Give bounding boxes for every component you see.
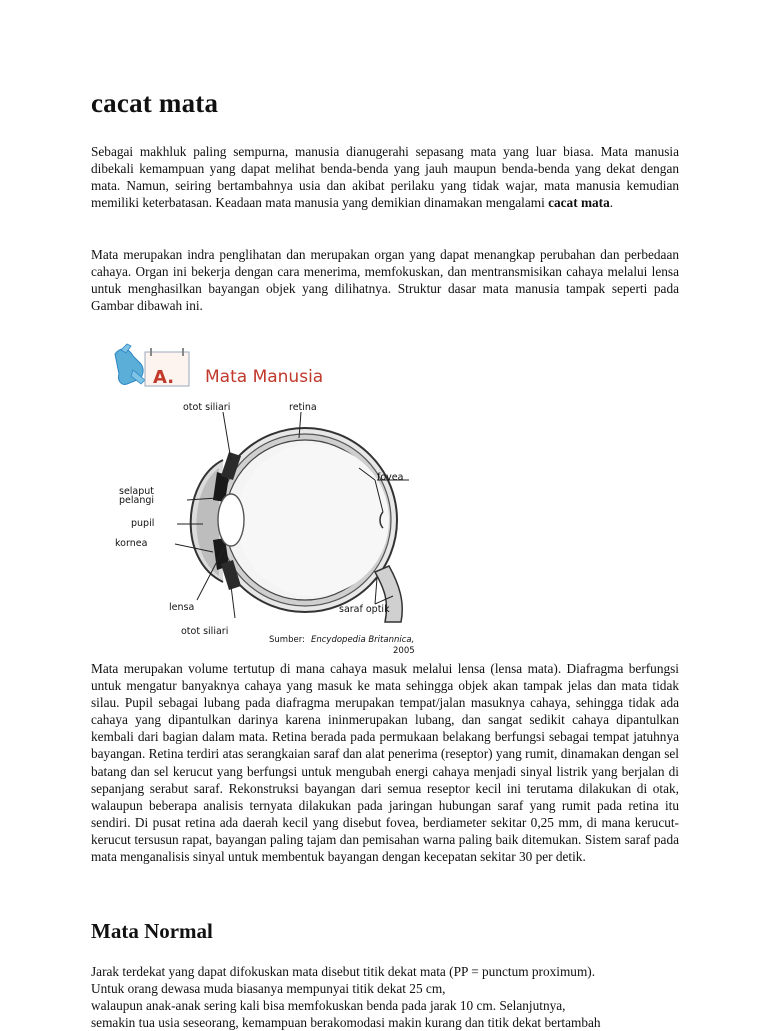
page-title: cacat mata (91, 88, 219, 118)
eye-diagram (191, 428, 403, 622)
intro-text-end: . (609, 195, 614, 211)
label-pelangi: pelangi (119, 495, 155, 506)
figure-source-year: 2005 (393, 646, 415, 656)
figure-source-prefix: Sumber: (269, 635, 305, 645)
hand-pointer-icon (115, 344, 145, 384)
mata-normal-line-3: walaupun anak-anak sering kali bisa memfokuskan benda pada jarak 10 cm. Selanjutnya, (91, 998, 566, 1014)
label-otot-siliari-top: otot siliari (183, 402, 231, 413)
intro-bold-term: cacat mata (548, 195, 610, 211)
label-kornea: kornea (115, 538, 148, 549)
label-pupil: pupil (131, 518, 155, 529)
label-selaput: selaput (119, 486, 155, 497)
label-otot-siliari-bottom: otot siliari (181, 626, 229, 637)
mata-normal-line-2: Untuk orang dewasa muda biasanya mempunyai titik dekat 25 cm, (91, 981, 446, 997)
figure-badge (145, 348, 189, 388)
structure-text: Mata merupakan indra penglihatan dan merupakan organ yang dapat menangkap perubahan dan perbedaan cahaya. Organ ini bekerja dengan cara menerima, memfokuskan, dan mentransmisikan cahaya melalui lensa untuk menghasilkan bayangan objek yang dilihatnya. Struktur dasar mata manusia tampak seperti pada Gambar dibawah ini. (91, 247, 679, 314)
mata-normal-line-1: Jarak terdekat yang dapat difokuskan mata disebut titik dekat mata (PP = punctum proximum). (91, 964, 596, 979)
label-retina: retina (289, 402, 317, 413)
eye-anatomy-figure (113, 340, 433, 658)
label-saraf-optik: saraf optik (339, 604, 390, 615)
mata-normal-paragraph (91, 963, 679, 1031)
eye-function-paragraph: Mata merupakan volume tertutup di mana cahaya masuk melalui lensa (lensa mata). Diafragma berfungsi untuk mengatur banyaknya cahaya yang masuk ke mata sehingga objek akan tampak jelas dan mata tidak silau. Pupil sebagai lubang pada diafragma merupakan tempat/jalan masuknya cahaya, sehingga tidak ada cahaya yang dipantulkan darinya karena ininmerupakan lubang, dan sangat sedikit cahaya dipantulkan kembali dari bagian dalam mata. Retina berada pada permukaan belakang berfungsi sebagai tempat jatuhnya bayangan. Retina terdiri atas serangkaian saraf dan alat penerima (reseptor) yang rumit, dinamakan dengan sel batang dan sel kerucut yang berfungsi untuk mengubah energi cahaya menjadi sinyal listrik yang berjalan di sepanjang serabut saraf. Rekonstruksi bayangan dari semua reseptor kecil ini terutama dilakukan di otak, walaupun beberapa analisis ternyata dilakukan pada jaringan hubungan saraf yang rumit pada retina itu sendiri. Di pusat retina ada daerah kecil yang disebut fovea, berdiameter sekitar 0,25 mm, di mana kerucut-kerucut tersusun rapat, bayangan paling tajam dan pemisahan warna paling baik ditemukan. Sistem saraf pada mata menganalisis sinyal untuk membentuk bayangan dengan kecepatan sekitar 30 per detik. (91, 661, 679, 865)
figure-title: Mata Manusia (205, 367, 324, 387)
intro-paragraph (91, 143, 679, 211)
section-heading-mata-normal: Mata Normal (91, 919, 213, 943)
mata-normal-line-4: semakin tua usia seseorang, kemampuan berakomodasi makin kurang dan titik dekat bertambah (91, 1015, 601, 1031)
label-lensa: lensa (169, 602, 195, 613)
structure-paragraph (91, 246, 679, 314)
intro-text: Sebagai makhluk paling sempurna, manusia dianugerahi sepasang mata yang luar biasa. Mata manusia dibekali kemampuan yang dapat melihat benda-benda yang jauh maupun benda-benda yang dekat dengan mata. Namun, seiring bertambahnya usia dan akibat perilaku yang tidak wajar, mata manusia kemudian memiliki keterbatasan. Keadaan mata manusia yang demikian dinamakan mengalami (91, 144, 679, 211)
figure-source-book: Encydopedia Britannica, (311, 635, 415, 645)
figure-badge-label: A. (153, 367, 175, 388)
label-fovea: fovea (377, 472, 404, 483)
